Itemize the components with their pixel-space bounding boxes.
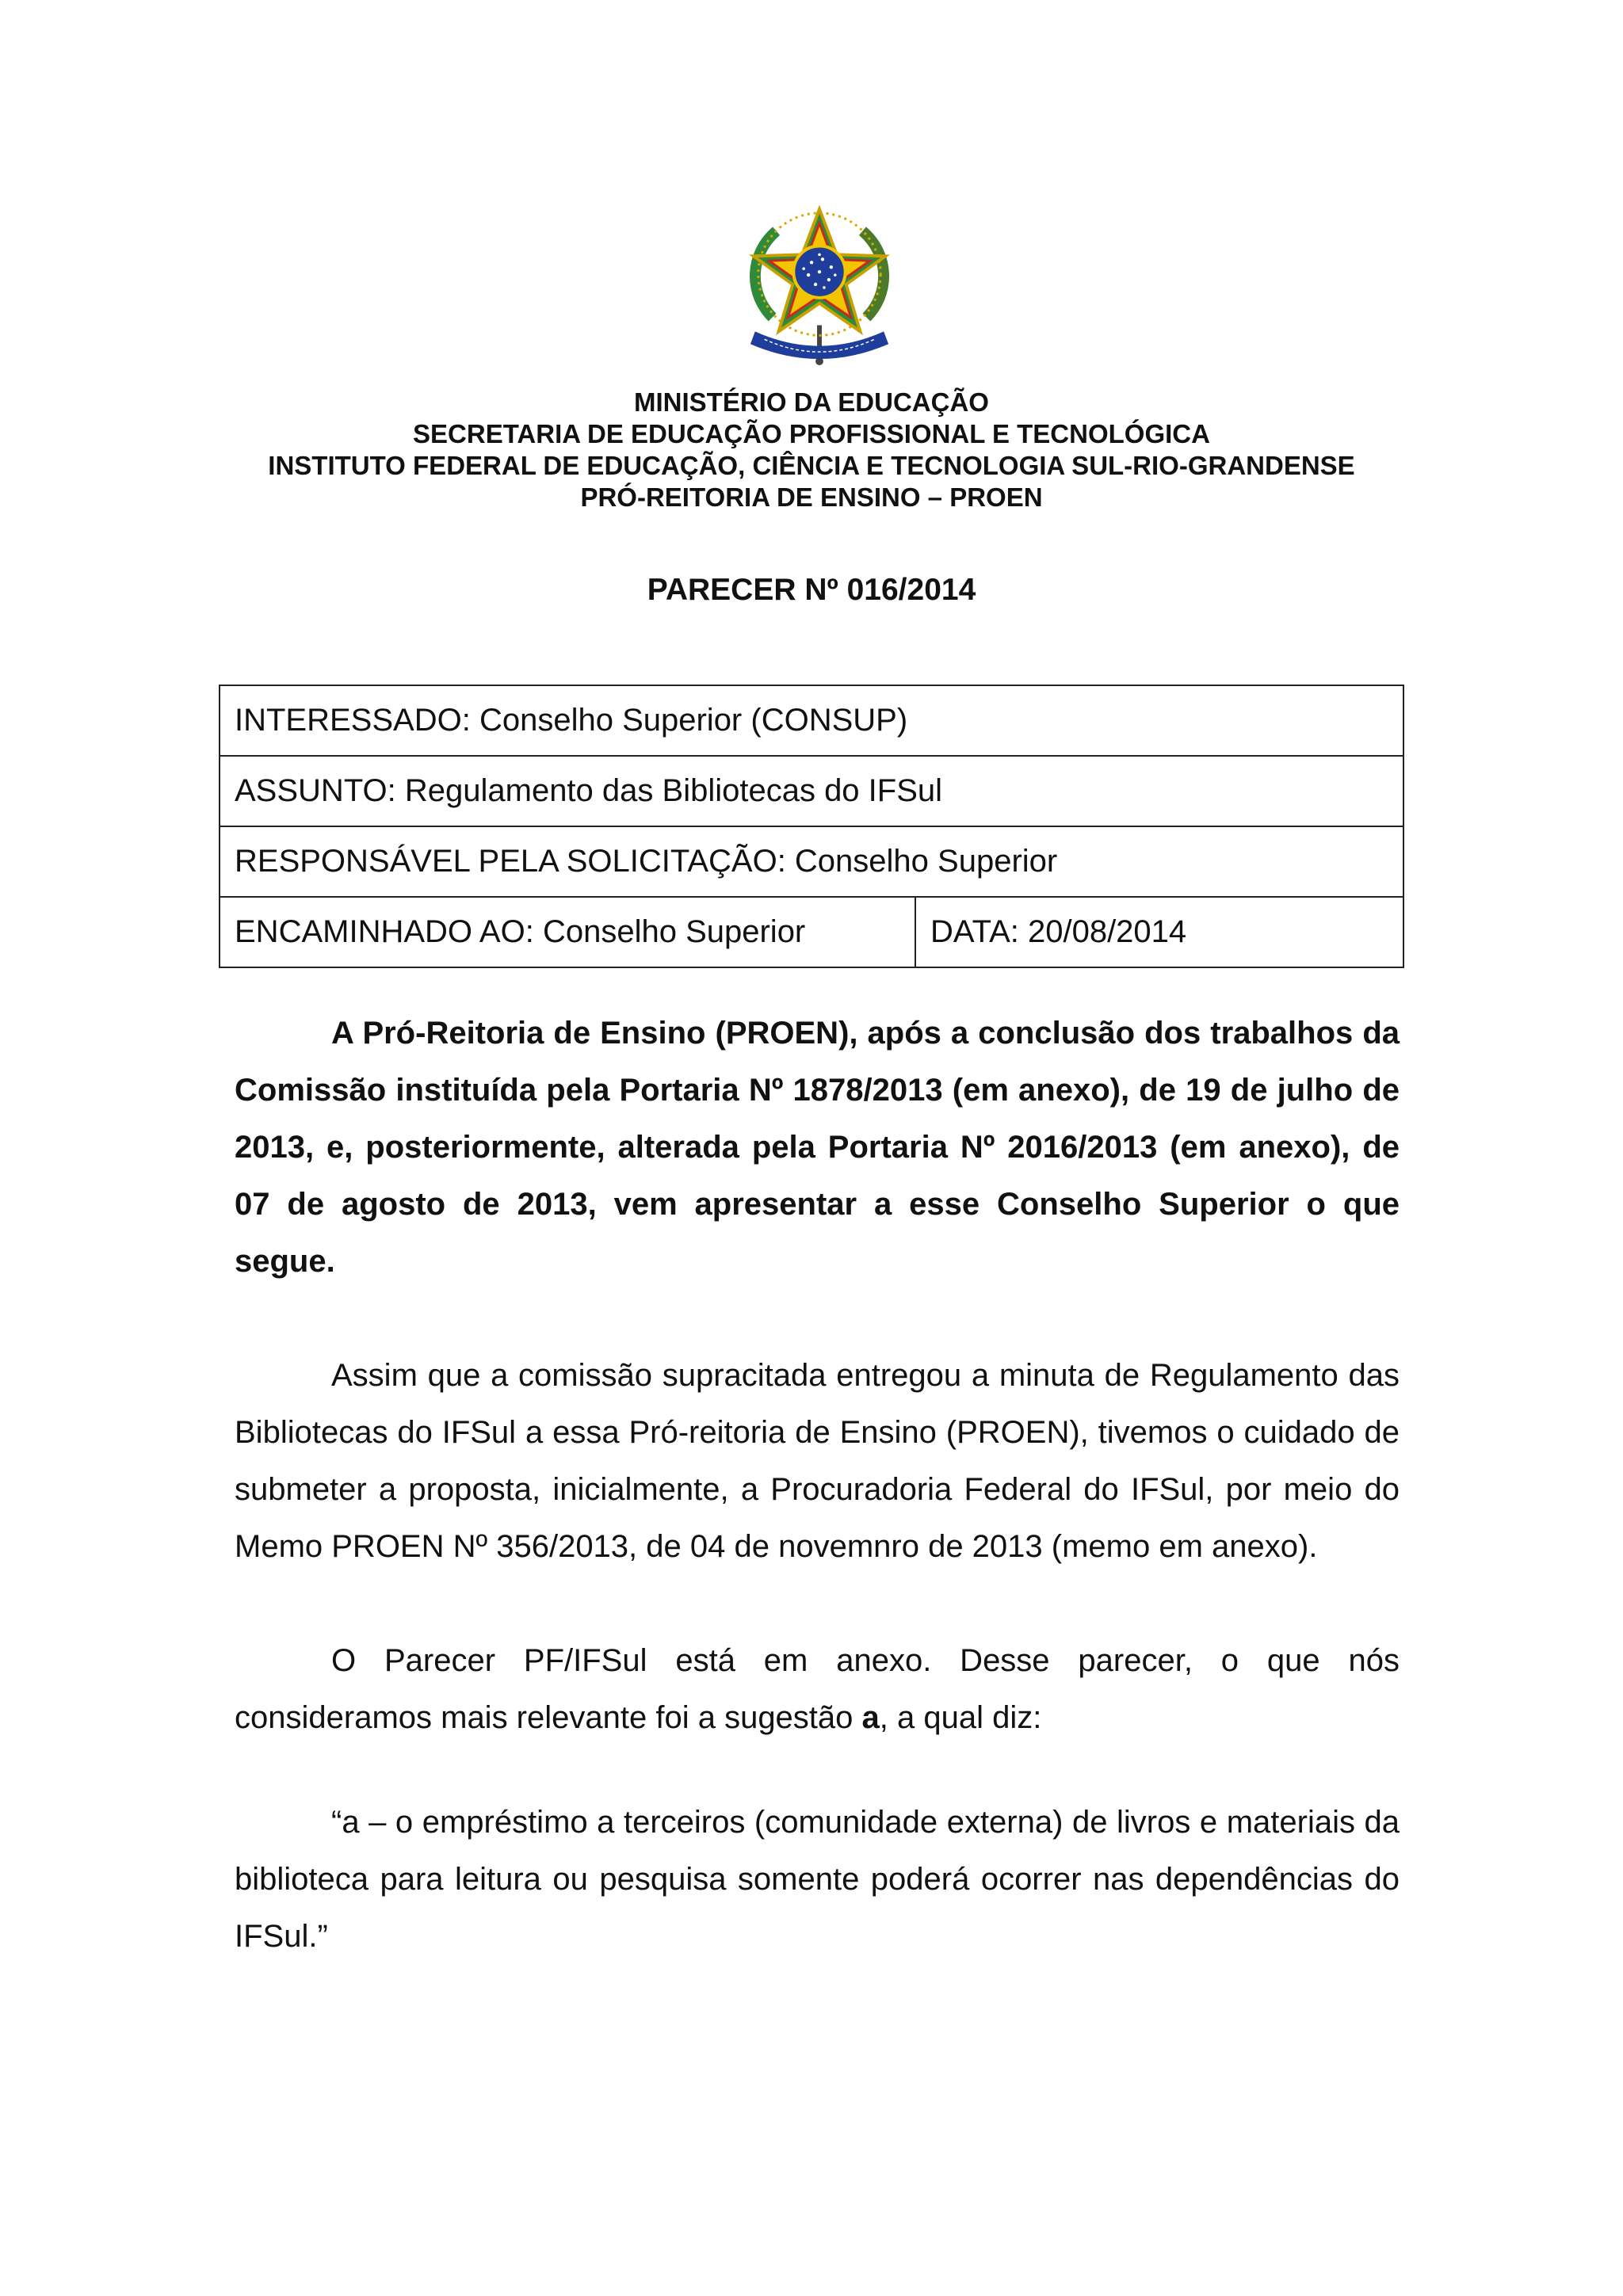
paragraph-intro-text: A Pró-Reitoria de Ensino (PROEN), após a conclusão dos trabalhos da Comissão instituída pela Portaria Nº 1878/2013 (em anexo), de 19 de julho de 2013, e, posteriormente, alterada pela Portaria Nº 2016/2013 (em anexo), de 07 de agosto de 2013, vem apresentar a esse Conselho Superior o que segue. [235,1016,1400,1279]
responsavel-cell: RESPONSÁVEL PELA SOLICITAÇÃO: Conselho Superior [220,826,1403,897]
paragraph-parecer-tail: , a qual diz: [879,1700,1042,1735]
paragraph-quote [235,1794,1400,1965]
document-title: PARECER Nº 016/2014 [647,573,976,607]
interessado-cell: INTERESSADO: Conselho Superior (CONSUP) [220,685,1403,756]
table-row [220,756,1403,826]
table-row [220,685,1403,756]
header-line-ministry: MINISTÉRIO DA EDUCAÇÃO [634,387,989,417]
coat-of-arms [741,200,898,366]
data-cell: DATA: 20/08/2014 [915,897,1403,967]
brazil-coat-of-arms-icon [741,200,898,366]
info-table [219,685,1404,968]
header-line-secretariat: SECRETARIA DE EDUCAÇÃO PROFISSIONAL E TECNOLÓGICA [413,419,1210,448]
header-line-institute: INSTITUTO FEDERAL DE EDUCAÇÃO, CIÊNCIA E TECNOLOGIA SUL-RIO-GRANDENSE [268,451,1355,480]
paragraph-parecer-text: O Parecer PF/IFSul está em anexo. Desse parecer, o que nós consideramos mais relevante foi a sugestão [235,1643,1400,1735]
institution-header [158,387,1465,513]
encaminhado-cell: ENCAMINHADO AO: Conselho Superior [220,897,915,967]
paragraph-commission-text: Assim que a comissão supracitada entregou a minuta de Regulamento das Bibliotecas do IFSul a essa Pró-reitoria de Ensino (PROEN), tivemos o cuidado de submeter a proposta, inicialmente, a Procuradoria Federal do IFSul, por meio do Memo PROEN Nº 356/2013, de 04 de novemnro de 2013 (memo em anexo). [235,1358,1400,1564]
paragraph-quote-text: “a – o empréstimo a terceiros (comunidade externa) de livros e materiais da biblioteca para leitura ou pesquisa somente poderá ocorrer nas dependências do IFSul.” [235,1805,1400,1954]
assunto-cell: ASSUNTO: Regulamento das Bibliotecas do IFSul [220,756,1403,826]
paragraph-commission [235,1347,1400,1575]
paragraph-parecer [235,1632,1400,1746]
suggestion-letter: a [861,1700,880,1735]
header-line-proen: PRÓ-REITORIA DE ENSINO – PROEN [580,482,1043,512]
table-row [220,897,1403,967]
paragraph-intro [235,1005,1400,1290]
table-row [220,826,1403,897]
